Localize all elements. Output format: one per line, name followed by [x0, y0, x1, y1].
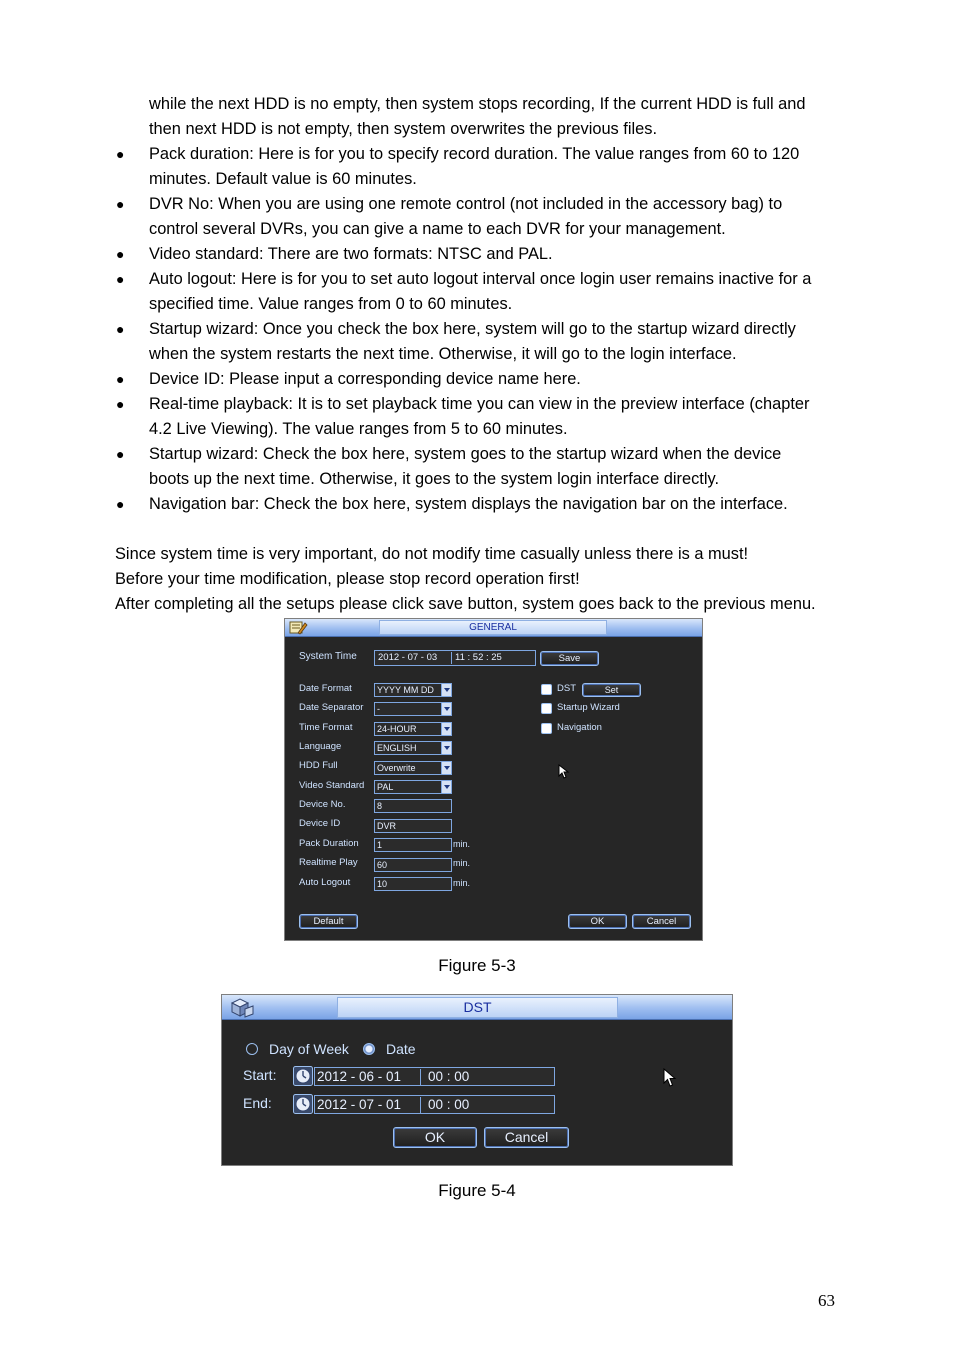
navigation-label: Navigation [557, 722, 602, 733]
video-standard-label: Video Standard [299, 780, 365, 791]
realtime-play-input[interactable]: 60 [374, 858, 452, 872]
list-item [149, 242, 879, 267]
list-item-line: specified time. Value ranges from 0 to 60 minutes. [149, 295, 513, 313]
list-item-line: minutes. Default value is 60 minutes. [149, 170, 417, 188]
mouse-pointer-icon [558, 764, 570, 780]
bullet-icon: ● [116, 246, 125, 262]
end-time-value: 00 : 00 [428, 1097, 470, 1112]
default-button[interactable]: Default [299, 914, 358, 929]
day-of-week-radio[interactable] [246, 1043, 258, 1055]
date-radio[interactable] [363, 1043, 375, 1055]
video-standard-value: PAL [377, 782, 394, 792]
auto-logout-input[interactable]: 10 [374, 877, 452, 891]
navigation-checkbox[interactable] [541, 723, 552, 734]
day-of-week-label: Day of Week [269, 1041, 349, 1057]
intro-line-1: while the next HDD is no empty, then system stops recording, If the current HDD is full and [149, 95, 806, 113]
device-no-label: Device No. [299, 799, 346, 810]
startup-wizard-checkbox[interactable] [541, 703, 552, 714]
ok-button[interactable]: OK [568, 914, 627, 929]
list-item [149, 192, 879, 242]
list-item-line: Device ID: Please input a corresponding device name here. [149, 370, 581, 388]
bullet-icon: ● [116, 146, 125, 162]
dst-set-button[interactable]: Set [582, 683, 641, 697]
bullet-icon: ● [116, 496, 125, 512]
device-id-label: Device ID [299, 818, 341, 829]
date-mode-label: Date [386, 1041, 416, 1057]
list-item-line: boots up the next time. Otherwise, it goes to the system login interface directly. [149, 470, 719, 488]
note-line: After completing all the setups please click save button, system goes back to the previous menu. [115, 595, 816, 613]
list-item-line: when the system restarts the next time. Otherwise, it will go to the login interface. [149, 345, 737, 363]
chevron-down-icon [441, 684, 451, 696]
hdd-full-label: HDD Full [299, 760, 338, 771]
clock-icon[interactable] [293, 1094, 313, 1114]
pack-duration-label: Pack Duration [299, 838, 359, 849]
list-item-line: control several DVRs, you can give a name to each DVR for your management. [149, 220, 726, 238]
hdd-full-value: Overwrite [377, 763, 416, 773]
figure-5-4-caption: Figure 5-4 [438, 1181, 516, 1200]
list-item-line: Navigation bar: Check the box here, system displays the navigation bar on the interface. [149, 495, 788, 513]
end-label: End: [243, 1095, 272, 1111]
start-time-value: 00 : 00 [428, 1069, 470, 1084]
pack-duration-unit: min. [453, 839, 471, 849]
dst-titlebar [222, 995, 732, 1020]
bullet-icon: ● [116, 196, 125, 212]
system-date-value: 2012 - 07 - 03 [378, 652, 438, 663]
list-item [149, 317, 879, 367]
list-item [149, 367, 879, 392]
field-divider [420, 1097, 421, 1113]
auto-logout-unit: min. [453, 878, 471, 888]
chevron-down-icon [441, 742, 451, 754]
start-date-value: 2012 - 06 - 01 [317, 1069, 402, 1084]
intro-line-2: then next HDD is not empty, then system overwrites the previous files. [149, 120, 658, 138]
notes-paragraph [115, 542, 905, 617]
system-time-label: System Time [299, 651, 357, 662]
dst-ok-button[interactable]: OK [393, 1127, 477, 1148]
list-item [149, 142, 879, 192]
date-separator-select[interactable] [374, 702, 452, 716]
bullet-icon: ● [116, 321, 125, 337]
date-separator-value: - [377, 704, 380, 714]
device-id-input[interactable]: DVR [374, 819, 452, 833]
language-label: Language [299, 741, 342, 752]
list-item-line: Auto logout: Here is for you to set auto logout interval once login user remains inactive for a [149, 270, 812, 288]
chevron-down-icon [441, 762, 451, 774]
settings-icon [288, 620, 308, 636]
video-standard-select[interactable] [374, 780, 452, 794]
bullet-icon: ● [116, 446, 125, 462]
list-item-line: Startup wizard: Once you check the box here, system will go to the startup wizard directly [149, 320, 796, 338]
page-number: 63 [818, 1291, 835, 1310]
start-label: Start: [243, 1067, 277, 1083]
list-item [149, 392, 879, 442]
end-date-value: 2012 - 07 - 01 [317, 1097, 402, 1112]
date-format-value: YYYY MM DD [377, 685, 434, 695]
list-item [149, 267, 879, 317]
bullet-icon: ● [116, 271, 125, 287]
date-format-label: Date Format [299, 683, 352, 694]
bullet-icon: ● [116, 396, 125, 412]
dst-checkbox[interactable] [541, 684, 552, 695]
language-value: ENGLISH [377, 743, 417, 753]
dst-cancel-button[interactable]: Cancel [484, 1127, 569, 1148]
bullet-icon: ● [116, 371, 125, 387]
save-button[interactable]: Save [540, 651, 599, 666]
general-dialog [284, 618, 703, 941]
time-format-value: 24-HOUR [377, 724, 417, 734]
end-datetime-field[interactable] [314, 1095, 555, 1114]
realtime-play-unit: min. [453, 858, 471, 868]
note-line: Since system time is very important, do not modify time casually unless there is a must! [115, 545, 749, 563]
list-item-line: Startup wizard: Check the box here, system goes to the startup wizard when the device [149, 445, 782, 463]
list-item-line: Pack duration: Here is for you to specify record duration. The value ranges from 60 to 120 [149, 145, 800, 163]
time-format-select[interactable] [374, 722, 452, 736]
pack-duration-input[interactable]: 1 [374, 838, 452, 852]
auto-logout-label: Auto Logout [299, 877, 351, 888]
general-title: GENERAL [379, 620, 607, 635]
startup-wizard-label: Startup Wizard [557, 702, 620, 713]
general-titlebar [285, 619, 702, 637]
field-divider [451, 652, 452, 664]
hdd-full-select[interactable] [374, 761, 452, 775]
time-format-label: Time Format [299, 722, 353, 733]
chevron-down-icon [441, 703, 451, 715]
field-divider [420, 1069, 421, 1085]
chevron-down-icon [441, 723, 451, 735]
list-item [149, 442, 879, 492]
dst-label: DST [557, 683, 576, 694]
system-time-field[interactable] [374, 650, 536, 666]
list-item [149, 492, 879, 517]
list-item-line: DVR No: When you are using one remote control (not included in the accessory bag) to [149, 195, 783, 213]
list-item-line: 4.2 Live Viewing). The value ranges from 5 to 60 minutes. [149, 420, 568, 438]
date-format-select[interactable] [374, 683, 452, 697]
chevron-down-icon [441, 781, 451, 793]
figure-5-3-caption: Figure 5-3 [438, 956, 516, 975]
list-item-line: Real-time playback: It is to set playback time you can view in the preview interface (chapter [149, 395, 810, 413]
system-time-value: 11 : 52 : 25 [455, 652, 502, 663]
clock-icon[interactable] [293, 1066, 313, 1086]
device-no-input[interactable]: 8 [374, 799, 452, 813]
cancel-button[interactable]: Cancel [632, 914, 691, 929]
note-line: Before your time modification, please stop record operation first! [115, 570, 580, 588]
intro-paragraph [149, 92, 879, 142]
cube-icon [228, 997, 256, 1018]
dst-title: DST [337, 997, 618, 1018]
language-select[interactable] [374, 741, 452, 755]
dst-dialog [221, 994, 733, 1166]
realtime-play-label: Realtime Play [299, 857, 358, 868]
start-datetime-field[interactable] [314, 1067, 555, 1086]
list-item-line: Video standard: There are two formats: NTSC and PAL. [149, 245, 553, 263]
mouse-pointer-icon [663, 1068, 677, 1088]
date-separator-label: Date Separator [299, 702, 364, 713]
